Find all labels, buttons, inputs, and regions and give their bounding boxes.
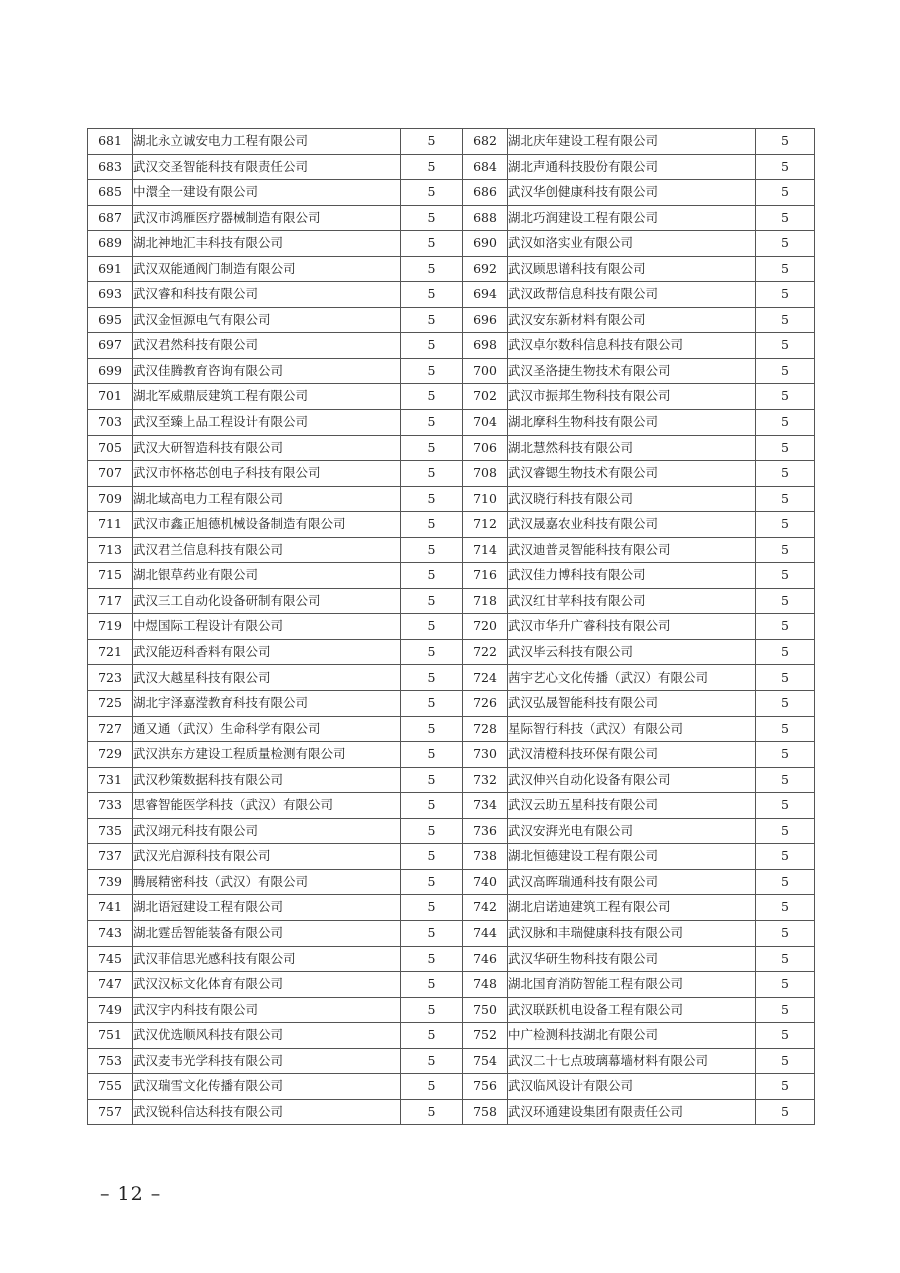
score: 5 xyxy=(401,588,463,614)
company-name: 武汉君然科技有限公司 xyxy=(133,333,401,359)
company-name: 武汉清橙科技环保有限公司 xyxy=(508,742,756,768)
score: 5 xyxy=(756,767,815,793)
entry-number: 714 xyxy=(463,537,508,563)
company-name: 湖北巧润建设工程有限公司 xyxy=(508,205,756,231)
company-name: 武汉翊元科技有限公司 xyxy=(133,818,401,844)
table-row xyxy=(88,333,815,359)
score: 5 xyxy=(756,818,815,844)
score: 5 xyxy=(756,205,815,231)
table-row xyxy=(88,435,815,461)
company-name: 武汉睿和科技有限公司 xyxy=(133,282,401,308)
company-name: 湖北恒德建设工程有限公司 xyxy=(508,844,756,870)
table-row xyxy=(88,614,815,640)
company-name: 武汉汉标文化体育有限公司 xyxy=(133,972,401,998)
entry-number: 700 xyxy=(463,358,508,384)
table-row xyxy=(88,154,815,180)
score: 5 xyxy=(756,716,815,742)
entry-number: 750 xyxy=(463,997,508,1023)
company-name: 湖北宇泽嘉滢教育科技有限公司 xyxy=(133,691,401,717)
company-name: 湖北语冠建设工程有限公司 xyxy=(133,895,401,921)
score: 5 xyxy=(401,537,463,563)
score: 5 xyxy=(756,180,815,206)
table-row xyxy=(88,691,815,717)
entry-number: 727 xyxy=(88,716,133,742)
entry-number: 745 xyxy=(88,946,133,972)
entry-number: 748 xyxy=(463,972,508,998)
company-name: 武汉政帮信息科技有限公司 xyxy=(508,282,756,308)
entry-number: 757 xyxy=(88,1099,133,1125)
table-row xyxy=(88,818,815,844)
table-row xyxy=(88,1099,815,1125)
company-name: 武汉迪普灵智能科技有限公司 xyxy=(508,537,756,563)
score: 5 xyxy=(401,1023,463,1049)
entry-number: 703 xyxy=(88,410,133,436)
table-row xyxy=(88,946,815,972)
score: 5 xyxy=(401,1048,463,1074)
entry-number: 730 xyxy=(463,742,508,768)
company-name: 武汉麦韦光学科技有限公司 xyxy=(133,1048,401,1074)
entry-number: 734 xyxy=(463,793,508,819)
entry-number: 736 xyxy=(463,818,508,844)
entry-number: 725 xyxy=(88,691,133,717)
entry-number: 741 xyxy=(88,895,133,921)
table-row xyxy=(88,588,815,614)
entry-number: 687 xyxy=(88,205,133,231)
company-name: 中广检测科技湖北有限公司 xyxy=(508,1023,756,1049)
score: 5 xyxy=(401,665,463,691)
entry-number: 708 xyxy=(463,461,508,487)
company-name: 武汉光启源科技有限公司 xyxy=(133,844,401,870)
table-row xyxy=(88,563,815,589)
score: 5 xyxy=(756,129,815,155)
score: 5 xyxy=(756,282,815,308)
entry-number: 739 xyxy=(88,869,133,895)
company-name: 中煜国际工程设计有限公司 xyxy=(133,614,401,640)
entry-number: 686 xyxy=(463,180,508,206)
table-row xyxy=(88,920,815,946)
score: 5 xyxy=(401,946,463,972)
score: 5 xyxy=(756,869,815,895)
score: 5 xyxy=(401,869,463,895)
company-list-table xyxy=(87,128,815,1125)
entry-number: 721 xyxy=(88,639,133,665)
company-name: 武汉瑞雪文化传播有限公司 xyxy=(133,1074,401,1100)
company-name: 武汉三工自动化设备研制有限公司 xyxy=(133,588,401,614)
score: 5 xyxy=(401,231,463,257)
company-name: 武汉高晖瑞通科技有限公司 xyxy=(508,869,756,895)
company-name: 武汉云助五星科技有限公司 xyxy=(508,793,756,819)
entry-number: 692 xyxy=(463,256,508,282)
company-name: 武汉佳力博科技有限公司 xyxy=(508,563,756,589)
entry-number: 749 xyxy=(88,997,133,1023)
score: 5 xyxy=(756,920,815,946)
company-name: 武汉大研智造科技有限公司 xyxy=(133,435,401,461)
company-name: 湖北银草药业有限公司 xyxy=(133,563,401,589)
entry-number: 724 xyxy=(463,665,508,691)
entry-number: 744 xyxy=(463,920,508,946)
score: 5 xyxy=(401,997,463,1023)
company-name: 武汉如洛实业有限公司 xyxy=(508,231,756,257)
score: 5 xyxy=(401,384,463,410)
score: 5 xyxy=(401,410,463,436)
brand-logo-icon xyxy=(8,1244,38,1266)
score: 5 xyxy=(756,1074,815,1100)
score: 5 xyxy=(756,665,815,691)
entry-number: 735 xyxy=(88,818,133,844)
score: 5 xyxy=(401,767,463,793)
table-row xyxy=(88,1048,815,1074)
table-row xyxy=(88,307,815,333)
score: 5 xyxy=(756,691,815,717)
score: 5 xyxy=(756,231,815,257)
entry-number: 758 xyxy=(463,1099,508,1125)
score: 5 xyxy=(756,154,815,180)
company-name: 武汉交圣智能科技有限责任公司 xyxy=(133,154,401,180)
company-name: 思睿智能医学科技（武汉）有限公司 xyxy=(133,793,401,819)
company-name: 湖北国育消防智能工程有限公司 xyxy=(508,972,756,998)
company-name: 武汉大越星科技有限公司 xyxy=(133,665,401,691)
entry-number: 701 xyxy=(88,384,133,410)
company-name: 武汉环通建设集团有限责任公司 xyxy=(508,1099,756,1125)
score: 5 xyxy=(401,639,463,665)
company-name: 湖北永立诚安电力工程有限公司 xyxy=(133,129,401,155)
entry-number: 691 xyxy=(88,256,133,282)
company-name: 腾展精密科技（武汉）有限公司 xyxy=(133,869,401,895)
entry-number: 712 xyxy=(463,512,508,538)
score: 5 xyxy=(756,256,815,282)
entry-number: 694 xyxy=(463,282,508,308)
company-name: 湖北摩科生物科技有限公司 xyxy=(508,410,756,436)
table-row xyxy=(88,716,815,742)
company-name: 武汉锐科信达科技有限公司 xyxy=(133,1099,401,1125)
watermark xyxy=(8,1242,112,1267)
company-name: 武汉脉和丰瑞健康科技有限公司 xyxy=(508,920,756,946)
entry-number: 738 xyxy=(463,844,508,870)
entry-number: 698 xyxy=(463,333,508,359)
company-name: 武汉菲信思光感科技有限公司 xyxy=(133,946,401,972)
score: 5 xyxy=(756,997,815,1023)
company-name: 武汉君兰信息科技有限公司 xyxy=(133,537,401,563)
score: 5 xyxy=(401,512,463,538)
company-name: 武汉华创健康科技有限公司 xyxy=(508,180,756,206)
company-name: 武汉宇内科技有限公司 xyxy=(133,997,401,1023)
entry-number: 706 xyxy=(463,435,508,461)
company-name: 茜宇艺心文化传播（武汉）有限公司 xyxy=(508,665,756,691)
entry-number: 681 xyxy=(88,129,133,155)
score: 5 xyxy=(756,384,815,410)
entry-number: 683 xyxy=(88,154,133,180)
company-name: 武汉圣洛捷生物技术有限公司 xyxy=(508,358,756,384)
score: 5 xyxy=(756,410,815,436)
company-name: 武汉联跃机电设备工程有限公司 xyxy=(508,997,756,1023)
score: 5 xyxy=(401,205,463,231)
score: 5 xyxy=(401,333,463,359)
entry-number: 742 xyxy=(463,895,508,921)
table-row xyxy=(88,844,815,870)
score: 5 xyxy=(756,793,815,819)
entry-number: 737 xyxy=(88,844,133,870)
score: 5 xyxy=(756,895,815,921)
company-name: 武汉至臻上品工程设计有限公司 xyxy=(133,410,401,436)
score: 5 xyxy=(401,818,463,844)
score: 5 xyxy=(756,972,815,998)
score: 5 xyxy=(756,742,815,768)
entry-number: 743 xyxy=(88,920,133,946)
company-name: 武汉市华升广睿科技有限公司 xyxy=(508,614,756,640)
company-name: 武汉顾思谱科技有限公司 xyxy=(508,256,756,282)
table-row xyxy=(88,282,815,308)
entry-number: 695 xyxy=(88,307,133,333)
company-name: 星际智行科技（武汉）有限公司 xyxy=(508,716,756,742)
score: 5 xyxy=(756,639,815,665)
watermark-text: 大数跨境 xyxy=(44,1247,112,1267)
table-row xyxy=(88,537,815,563)
entry-number: 722 xyxy=(463,639,508,665)
company-name: 武汉市鸿雁医疗器械制造有限公司 xyxy=(133,205,401,231)
company-name: 湖北庆年建设工程有限公司 xyxy=(508,129,756,155)
entry-number: 711 xyxy=(88,512,133,538)
table-row xyxy=(88,665,815,691)
company-name: 武汉能迈科香料有限公司 xyxy=(133,639,401,665)
score: 5 xyxy=(756,461,815,487)
table-row xyxy=(88,205,815,231)
entry-number: 720 xyxy=(463,614,508,640)
entry-number: 696 xyxy=(463,307,508,333)
entry-number: 713 xyxy=(88,537,133,563)
entry-number: 726 xyxy=(463,691,508,717)
table-row xyxy=(88,512,815,538)
score: 5 xyxy=(756,614,815,640)
entry-number: 704 xyxy=(463,410,508,436)
entry-number: 689 xyxy=(88,231,133,257)
score: 5 xyxy=(401,486,463,512)
entry-number: 697 xyxy=(88,333,133,359)
entry-number: 685 xyxy=(88,180,133,206)
company-name: 武汉市怀格芯创电子科技有限公司 xyxy=(133,461,401,487)
entry-number: 753 xyxy=(88,1048,133,1074)
entry-number: 751 xyxy=(88,1023,133,1049)
company-name: 湖北神地汇丰科技有限公司 xyxy=(133,231,401,257)
score: 5 xyxy=(756,1099,815,1125)
table-row xyxy=(88,129,815,155)
company-name: 武汉佳腾教育咨询有限公司 xyxy=(133,358,401,384)
table-row xyxy=(88,358,815,384)
entry-number: 699 xyxy=(88,358,133,384)
entry-number: 690 xyxy=(463,231,508,257)
table-row xyxy=(88,180,815,206)
score: 5 xyxy=(401,256,463,282)
score: 5 xyxy=(756,844,815,870)
company-name: 武汉双能通阀门制造有限公司 xyxy=(133,256,401,282)
score: 5 xyxy=(401,154,463,180)
score: 5 xyxy=(401,614,463,640)
entry-number: 718 xyxy=(463,588,508,614)
entry-number: 682 xyxy=(463,129,508,155)
company-name: 武汉秒策数据科技有限公司 xyxy=(133,767,401,793)
entry-number: 752 xyxy=(463,1023,508,1049)
company-name: 武汉二十七点玻璃幕墙材料有限公司 xyxy=(508,1048,756,1074)
table-row xyxy=(88,793,815,819)
entry-number: 702 xyxy=(463,384,508,410)
company-name: 武汉洪东方建设工程质量检测有限公司 xyxy=(133,742,401,768)
company-name: 武汉弘晟智能科技有限公司 xyxy=(508,691,756,717)
score: 5 xyxy=(756,358,815,384)
company-name: 湖北域高电力工程有限公司 xyxy=(133,486,401,512)
company-name: 武汉安湃光电有限公司 xyxy=(508,818,756,844)
score: 5 xyxy=(401,716,463,742)
score: 5 xyxy=(756,307,815,333)
entry-number: 710 xyxy=(463,486,508,512)
company-name: 湖北军威鼎辰建筑工程有限公司 xyxy=(133,384,401,410)
company-name: 武汉市鑫正旭德机械设备制造有限公司 xyxy=(133,512,401,538)
entry-number: 740 xyxy=(463,869,508,895)
score: 5 xyxy=(401,895,463,921)
table-row xyxy=(88,461,815,487)
table-row xyxy=(88,869,815,895)
score: 5 xyxy=(756,946,815,972)
table-row xyxy=(88,1023,815,1049)
entry-number: 754 xyxy=(463,1048,508,1074)
entry-number: 716 xyxy=(463,563,508,589)
score: 5 xyxy=(401,563,463,589)
entry-number: 717 xyxy=(88,588,133,614)
entry-number: 733 xyxy=(88,793,133,819)
table-row xyxy=(88,256,815,282)
score: 5 xyxy=(756,563,815,589)
entry-number: 693 xyxy=(88,282,133,308)
score: 5 xyxy=(401,180,463,206)
entry-number: 688 xyxy=(463,205,508,231)
entry-number: 707 xyxy=(88,461,133,487)
entry-number: 684 xyxy=(463,154,508,180)
entry-number: 746 xyxy=(463,946,508,972)
score: 5 xyxy=(756,486,815,512)
score: 5 xyxy=(756,512,815,538)
company-name: 武汉晟嘉农业科技有限公司 xyxy=(508,512,756,538)
company-name: 武汉安东新材料有限公司 xyxy=(508,307,756,333)
score: 5 xyxy=(401,1074,463,1100)
entry-number: 732 xyxy=(463,767,508,793)
company-name: 中澴全一建设有限公司 xyxy=(133,180,401,206)
score: 5 xyxy=(401,793,463,819)
table-row xyxy=(88,972,815,998)
page-number: – 12 – xyxy=(100,1183,162,1205)
score: 5 xyxy=(756,1048,815,1074)
company-name: 武汉临风设计有限公司 xyxy=(508,1074,756,1100)
score: 5 xyxy=(401,742,463,768)
score: 5 xyxy=(401,920,463,946)
entry-number: 756 xyxy=(463,1074,508,1100)
score: 5 xyxy=(401,435,463,461)
company-name: 通又通（武汉）生命科学有限公司 xyxy=(133,716,401,742)
company-name: 武汉睿锶生物技术有限公司 xyxy=(508,461,756,487)
table-row xyxy=(88,742,815,768)
score: 5 xyxy=(401,358,463,384)
score: 5 xyxy=(756,537,815,563)
table-row xyxy=(88,1074,815,1100)
score: 5 xyxy=(756,588,815,614)
table-row xyxy=(88,767,815,793)
table-row xyxy=(88,486,815,512)
company-name: 湖北慧然科技有限公司 xyxy=(508,435,756,461)
score: 5 xyxy=(401,461,463,487)
company-name: 武汉优选顺风科技有限公司 xyxy=(133,1023,401,1049)
company-name: 武汉毕云科技有限公司 xyxy=(508,639,756,665)
entry-number: 723 xyxy=(88,665,133,691)
score: 5 xyxy=(401,1099,463,1125)
company-name: 湖北霆岳智能装备有限公司 xyxy=(133,920,401,946)
entry-number: 731 xyxy=(88,767,133,793)
score: 5 xyxy=(401,129,463,155)
company-name: 武汉市振邦生物科技有限公司 xyxy=(508,384,756,410)
entry-number: 715 xyxy=(88,563,133,589)
company-name: 武汉晓行科技有限公司 xyxy=(508,486,756,512)
company-name: 武汉伸兴自动化设备有限公司 xyxy=(508,767,756,793)
table-row xyxy=(88,639,815,665)
entry-number: 728 xyxy=(463,716,508,742)
table-row xyxy=(88,895,815,921)
table-row xyxy=(88,997,815,1023)
entry-number: 729 xyxy=(88,742,133,768)
entry-number: 747 xyxy=(88,972,133,998)
entry-number: 709 xyxy=(88,486,133,512)
score: 5 xyxy=(756,333,815,359)
company-name: 武汉华研生物科技有限公司 xyxy=(508,946,756,972)
entry-number: 705 xyxy=(88,435,133,461)
company-name: 湖北声通科技股份有限公司 xyxy=(508,154,756,180)
score: 5 xyxy=(401,691,463,717)
table-row xyxy=(88,384,815,410)
table-row xyxy=(88,410,815,436)
score: 5 xyxy=(756,1023,815,1049)
score: 5 xyxy=(401,282,463,308)
table-row xyxy=(88,231,815,257)
score: 5 xyxy=(401,844,463,870)
entry-number: 755 xyxy=(88,1074,133,1100)
company-name: 武汉金恒源电气有限公司 xyxy=(133,307,401,333)
table-body xyxy=(88,129,815,1125)
company-name: 湖北启诺迪建筑工程有限公司 xyxy=(508,895,756,921)
score: 5 xyxy=(401,307,463,333)
company-name: 武汉红甘苹科技有限公司 xyxy=(508,588,756,614)
entry-number: 719 xyxy=(88,614,133,640)
company-name: 武汉卓尔数科信息科技有限公司 xyxy=(508,333,756,359)
score: 5 xyxy=(756,435,815,461)
score: 5 xyxy=(401,972,463,998)
